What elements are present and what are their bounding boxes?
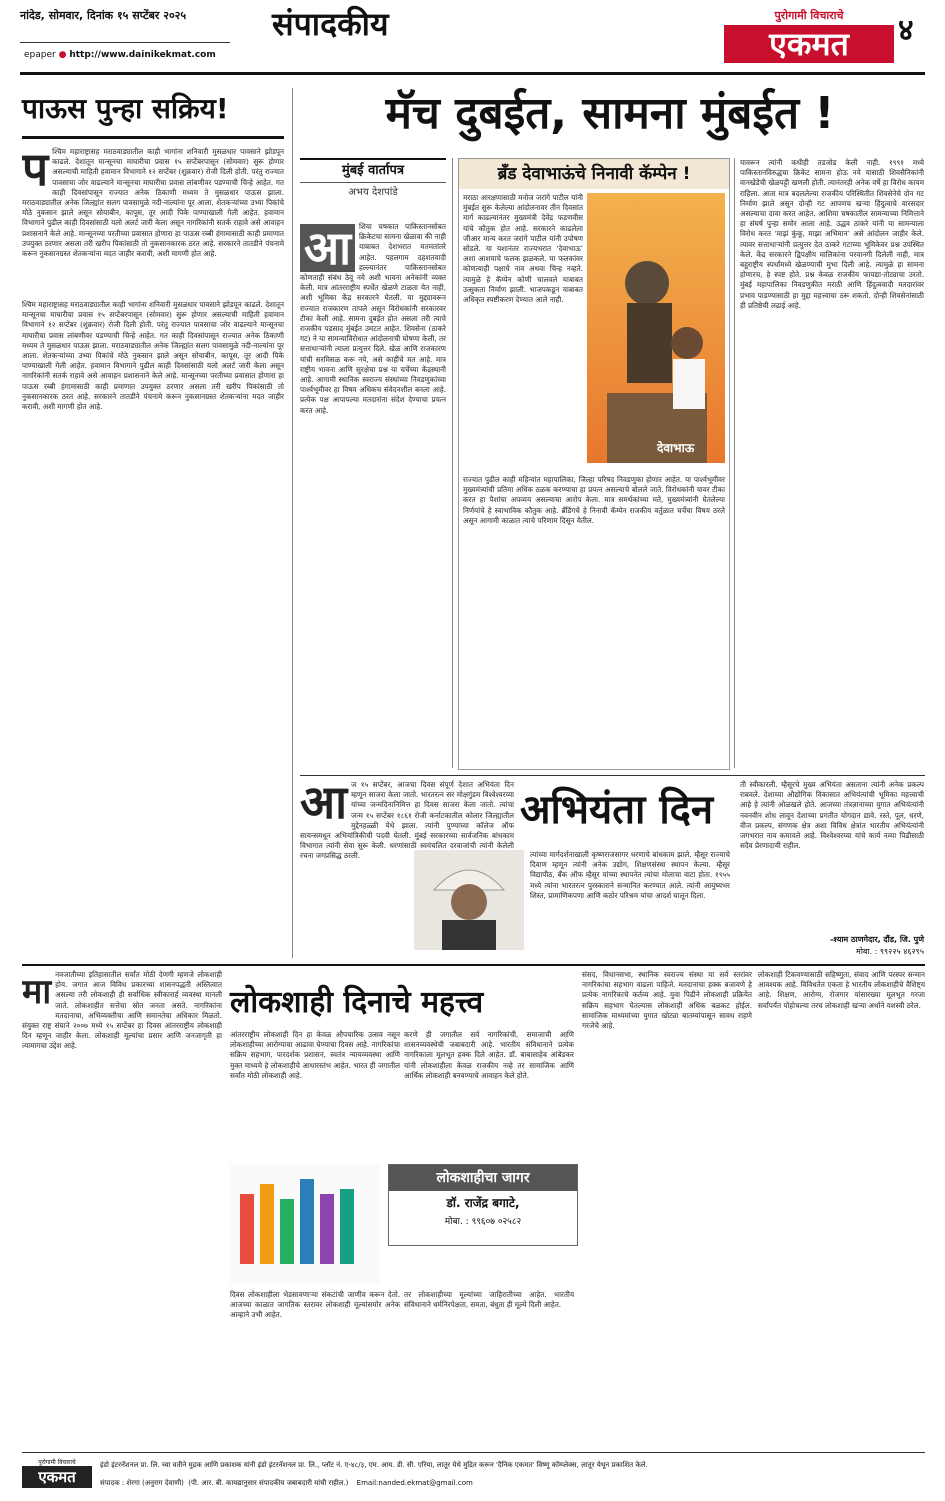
masthead — [0, 0, 945, 78]
column-body-wrap — [300, 222, 446, 770]
footer-line2 — [100, 1478, 925, 1489]
globe-icon: ● — [58, 50, 67, 60]
democracy-box-author: डॉ. राजेंद्र बगाटे, — [446, 1196, 520, 1210]
feature-box — [458, 158, 730, 770]
editorial-rain-body: श्चिम महाराष्ट्रासह मराठवाड्यातील काही भागांना शनिवारी मुसळधार पावसाने झोडपून काढले. देशातून मान्सूनचा माघारीचा प्रवास १५ सप्टेंबरपासून (सोमवार) सुरू होणार असल्याची माहिती हवामान विभागाने १२ सप्टेंबर (शुक्रवार) रोजी दिली होती. परंतु राज्यात पावसाचा जोर वाढल्याने मान्सूनचा माघारीचा प्रवास लांबणीवर पडण्याची चिन्हे आहेत. गत काही दिवसांपासून राज्यात अनेक ठिकाणी मध्यम ते मुसळधार पाऊस झाला. मराठवाड्यातील अनेक जिल्ह्यांत सलग पावसामुळे नदी-नाल्यांना पूर आला. शेतकऱ्यांच्या उभ्या पिकांचे मोठे नुकसान झाले असून सोयाबीन, कापूस, तूर आदी पिके पाण्याखाली गेली आहेत. हवामान विभागाने पुढील काही दिवसांसाठी यलो अलर्ट जारी केला असून नागरिकांनी सतर्क राहावे असे आवाहन प्रशासनाने केले आहे. मान्सूनच्या परतीच्या प्रवासात होणारा हा पाऊस रब्बी हंगामासाठी काही प्रमाणात उपयुक्त ठरणार असला तरी खरीप पिकांसाठी तो नुकसानकारक ठरत आहे. सरकारने तातडीने पंचनामे करून नुकसानग्रस्त शेतकऱ्यांना मदत जाहीर करावी, अशी मागणी होत आहे. — [22, 147, 284, 259]
democracy-dropcap: मा — [22, 972, 52, 1012]
democracy-box-mobile: मोबा. : ९९६०७ ०२५८२ — [444, 1217, 522, 1227]
democracy-col1: नवजातीच्या इतिहासातील सर्वांत मोठी देणगी म्हणजे लोकशाही होय. जगात आज विविध प्रकारच्या शासनपद्धती अस्तित्वात असल्या तरी लोकशाही ही सर्वाधिक स्वीकारार्ह व्यवस्था मानली जाते. लोकशाहीत सत्तेचा स्रोत जनता असते. नागरिकांना मतदानाचा, अभिव्यक्तीचा आणि समानतेचा अधिकार मिळतो. संयुक्त राष्ट्र संघाने २००७ मध्ये १५ सप्टेंबर हा दिवस आंतरराष्ट्रीय लोकशाही दिन म्हणून जाहीर केला. लोकशाही मूल्यांचा प्रसार आणि जनजागृती हा त्यामागचा उद्देश आहे. — [22, 970, 222, 1051]
epaper-label: epaper — [24, 50, 56, 60]
footer-editor: संपादक : शेरगा (अनुराग देवाणी) (पी. आर. बी. कायद्यानुसार संपादकीय जबाबदारी यांची राहील.) — [100, 1479, 349, 1487]
democracy-author-box — [388, 1164, 578, 1246]
engineer-middle: त्यांच्या मार्गदर्शनाखाली कृष्णराजसागर धरणाचे बांधकाम झाले. म्हैसूर राज्याचे दिवाण म्हणून त्यांनी अनेक उद्योग, शिक्षणसंस्था स्थापन केल्या. म्हैसूर विद्यापीठ, बँक ऑफ म्हैसूर यांच्या स्थापनेत त्यांचा मोलाचा वाटा होता. १९५५ मध्ये त्यांना भारतरत्न पुरस्काराने सन्मानित करण्यात आले. त्यांनी आयुष्यभर शिस्त, प्रामाणिकपणा आणि कठोर परिश्रम यांचा आदर्श घालून दिला. — [530, 850, 730, 900]
democracy-col5: लोकशाही टिकवण्यासाठी सहिष्णुता, संवाद आणि परस्पर सन्मान आवश्यक आहे. विविधतेत एकता हे भारतीय लोकशाहीचे वैशिष्ट्य आहे. शिक्षण, आरोग्य, रोजगार यांसारख्या मूलभूत गरजा सर्वांपर्यंत पोहोचल्या तरच लोकशाही खऱ्या अर्थाने यशस्वी ठरेल. — [758, 970, 925, 1010]
editorial-rain-dropcap: प — [22, 147, 49, 196]
editorial-rain-title: पाऊस पुन्हा सक्रिय! — [22, 88, 284, 139]
democracy-col1-wrap — [22, 970, 222, 1440]
footer-logo — [22, 1458, 92, 1492]
engineer-intro: ज १५ सप्टेंबर, आजचा दिवस संपूर्ण देशात अभियंता दिन म्हणून साजरा केला जातो. भारतरत्न सर मोक्षगुंडम विश्वेश्वरय्या यांच्या जन्मदिनानिमित्त हा दिवस साजरा केला जातो. त्यांचा जन्म १५ सप्टेंबर १८६१ रोजी कर्नाटकातील कोलार जिल्ह्यातील मुद्देनहळ्ळी येथे झाला. त्यांनी पुण्याच्या कॉलेज ऑफ सायन्समधून अभियांत्रिकीची पदवी घेतली. मुंबई सरकारच्या सार्वजनिक बांधकाम विभागात त्यांनी सेवा सुरू केली. धरणांसाठी स्वयंचलित दरवाजांची त्यांनी केलेली रचना जगप्रसिद्ध ठरली. — [300, 780, 514, 861]
dateline: नांदेड, सोमवार, दिनांक १५ सप्टेंबर २०२५ — [20, 9, 187, 22]
democracy-col2: आंतरराष्ट्रीय लोकशाही दिन हा केवळ औपचारिक उत्सव नसून लोकशाहीच्या आरोग्याचा आढावा घेण्याचा दिवस आहे. नागरिकांचा सक्रिय सहभाग, पारदर्शक प्रशासन, स्वतंत्र न्यायव्यवस्था आणि मुक्त माध्यमे हे लोकशाहीचे आधारस्तंभ आहेत. भारत ही जगातील सर्वांत मोठी लोकशाही आहे. — [230, 1030, 400, 1080]
column-name: मुंबई वार्तापत्र — [300, 158, 446, 183]
column-box — [300, 158, 446, 218]
hands-illustration — [230, 1164, 380, 1284]
engineer-signature: -श्याम ठाणगेदार, दौंड, जि. पुणे — [829, 935, 924, 944]
paper-name: एकमत — [724, 25, 894, 63]
democracy-bottom1: दिवस लोकशाहीला भेडसावणाऱ्या संकटांची जाणीव करून देतो. आजच्या काळात जागतिक स्तरावर लोकशाही मूल्यांसमोर अनेक आव्हाने उभी आहेत. — [230, 1290, 400, 1320]
banner-text: देवाभाऊ — [657, 441, 695, 455]
democracy-box-title: लोकशाहीचा जागर — [389, 1165, 577, 1191]
epaper-link[interactable] — [24, 50, 216, 60]
democracy-col3: करणे ही जगातील सर्व नागरिकांची, समाजाची आणि शासनव्यवस्थेची जबाबदारी आहे. भारतीय संविधानाने प्रत्येक नागरिकाला मूलभूत हक्क दिले आहेत. डॉ. बाबासाहेब आंबेडकर यांनी लोकशाहीला केवळ राजकीय नव्हे तर सामाजिक आणि आर्थिक लोकशाही बनवण्याचे आवाहन केले होते. — [404, 1030, 574, 1080]
engineer-dropcap: आ — [300, 780, 348, 829]
engineer-mobile: मोबा. : ९९२२५ ४६२९५ — [856, 947, 924, 956]
raised-hands-image — [230, 1164, 380, 1284]
engineer-title: अभियंता दिन — [520, 787, 714, 833]
footer-logo-name: एकमत — [22, 1466, 92, 1488]
democracy-title: लोकशाही दिनाचे महत्त्व — [230, 985, 484, 1020]
footer-line1: इंडो इंटरनॅशनल प्रा. लि. च्या वतीने मुद्रक आणि प्रकाशक यांनी इंडो इंटरनॅशनल प्रा. लि., प्लॉट नं. ए-४८/३, एम. आय. डी. सी. एरिया, लातूर येथे मुद्रित करून 'दैनिक एकमत' विष्णू कॉम्प्लेक्स, लातूर येथून प्रकाशित केले. — [100, 1461, 648, 1469]
footer-email[interactable]: Email:nanded.ekmat@gmail.com — [356, 1479, 473, 1487]
section-title: संपादकीय — [272, 5, 389, 43]
column-dropcap: आ — [300, 224, 355, 272]
feature-body-left: मराठा आरक्षणासाठी मनोज जरांगे पाटील यांनी मुंबईत सुरू केलेल्या आंदोलनावर तीन दिवसांत मार्ग काढल्यानंतर मुख्यमंत्री देवेंद्र फडणवीस यांचे कौतुक होत आहे. सरकारने काढलेला जीआर मान्य करत जरांगे पाटील यांनी उपोषण सोडले. या यशानंतर राज्यभरात ‘देवाभाऊ’ अशा आशयाचे फलक झळकले. या फलकांवर कोणत्याही पक्षाचे नाव अथवा चिन्ह नव्हते. त्यामुळे हे कॅम्पेन कोणी चालवले याबाबत उत्सुकता निर्माण झाली. भाजपकडून याबाबत अधिकृत स्पष्टीकरण देण्यात आले नाही. — [463, 193, 583, 305]
page-number: ४ — [898, 13, 914, 48]
feature-body-right: राज्यात पुढील काही महिन्यांत महापालिका, जिल्हा परिषद निवडणुका होणार आहेत. या पार्श्वभूमीवर मुख्यमंत्र्यांची प्रतिमा अधिक ठळक करण्याचा हा प्रयत्न असल्याचे बोलले जाते. विरोधकांनी यावर टीका करत हा पैशांचा अपव्यय असल्याचा आरोप केला. मात्र समर्थकांच्या मते, मुख्यमंत्र्यांनी घेतलेल्या निर्णयांचे हे स्वाभाविक कौतुक आहे. ब्रँडिंगचे हे निनावी कॅम्पेन राजकीय वर्तुळात चर्चेचा विषय ठरले असून आगामी काळात त्याचे परिणाम दिसून येतील. — [463, 475, 725, 525]
statue-illustration — [587, 193, 725, 463]
devabhau-banner-image — [587, 193, 725, 463]
paper-logo — [724, 8, 894, 68]
tagline: पुरोगामी विचाराचे — [774, 9, 844, 22]
right-column-body: यावरून त्यांनी कधीही तडजोड केली नाही. १९९१ मध्ये पाकिस्तानविरुद्धचा क्रिकेट सामना होऊ नये यासाठी शिवसैनिकांनी वानखेडेची खेळपट्टी खणली होती. त्यानंतरही अनेक वर्षे हा विरोध कायम राहिला. आता मात्र बदललेल्या राजकीय परिस्थितीत शिवसेनेचे दोन गट निर्माण झाले असून दोन्ही गट आपणच खऱ्या हिंदुत्वाचे वारसदार असल्याचा दावा करत आहेत. आशिया चषकातील सामन्याच्या निमित्ताने हा संघर्ष पुन्हा समोर आला आहे. उद्धव ठाकरे यांनी या सामन्याला विरोध करत ‘माझं कुंकू, माझा अभिमान’ असे आंदोलन जाहीर केले. त्यावर सत्ताधाऱ्यांनी प्रत्युत्तर देत ठाकरे गटाच्या भूमिकेवर प्रश्न उपस्थित केले. केंद्र सरकारने द्विपक्षीय मालिकांना परवानगी दिलेली नाही, मात्र बहुराष्ट्रीय स्पर्धांमध्ये खेळण्याची मुभा दिली आहे. त्यामुळे हा सामना होणारच, हे स्पष्ट होते. प्रश्न केवळ राजकीय फायद्या-तोट्याचा उरतो. मुंबई महापालिका निवडणुकीत मराठी आणि हिंदुत्ववादी मतदारांवर प्रभाव पाडण्यासाठी हा मुद्दा महत्त्वाचा ठरू शकतो. दोन्ही शिवसेनांसाठी ही प्रतिष्ठेची लढाई आहे. — [740, 158, 924, 310]
engineer-right: ती स्वीकारली. म्हैसूरचे मुख्य अभियंता असताना त्यांनी अनेक प्रकल्प राबवले. देशाच्या औद्योगिक विकासात अभियंत्यांची भूमिका महत्त्वाची आहे हे त्यांनी ओळखले होते. आजच्या तंत्रज्ञानाच्या युगात अभियंत्यांनी नवनवीन शोध लावून देशाच्या प्रगतीत योगदान द्यावे. रस्ते, पूल, धरणे, वीज प्रकल्प, संगणक क्षेत्र अशा विविध क्षेत्रांत भारतीय अभियंत्यांनी जगभरात नाव कमावले आहे. विश्वेश्वरय्या यांचे कार्य नव्या पिढीसाठी सदैव प्रेरणादायी राहील. — [740, 780, 924, 851]
democracy-col4: संसद, विधानसभा, स्थानिक स्वराज्य संस्था या सर्व स्तरांवर नागरिकांचा सहभाग वाढला पाहिजे. मतदानाचा हक्क बजावणे हे प्रत्येक नागरिकाचे कर्तव्य आहे. युवा पिढीने लोकशाही प्रक्रियेत सक्रिय सहभाग घेतल्यास लोकशाही अधिक बळकट होईल. सामाजिक माध्यमांच्या युगात खोट्या बातम्यांपासून सावध राहणे गरजेचे आहे. — [582, 970, 752, 1031]
democracy-bottom2: तर लोकशाहीच्या मूल्यांच्या जाहिरातीच्या आहेत. भारतीय संविधानाने धर्मनिरपेक्षता, समता, बंधुता ही मूल्ये दिली आहेत. — [404, 1290, 574, 1310]
editorial-rain-continued: श्चिम महाराष्ट्रासह मराठवाड्यातील काही भागांना शनिवारी मुसळधार पावसाने झोडपून काढले. देशातून मान्सूनचा माघारीचा प्रवास १५ सप्टेंबरपासून (सोमवार) सुरू होणार असल्याची माहिती हवामान विभागाने १२ सप्टेंबर (शुक्रवार) रोजी दिली होती. परंतु राज्यात पावसाचा जोर वाढल्याने मान्सूनचा माघारीचा प्रवास लांबणीवर पडण्याची चिन्हे आहेत. गत काही दिवसांपासून राज्यात अनेक ठिकाणी मध्यम ते मुसळधार पाऊस झाला. मराठवाड्यातील अनेक जिल्ह्यांत सलग पावसामुळे नदी-नाल्यांना पूर आला. शेतकऱ्यांच्या उभ्या पिकांचे मोठे नुकसान झाले असून सोयाबीन, कापूस, तूर आदी पिके पाण्याखाली गेली आहेत. हवामान विभागाने पुढील काही दिवसांसाठी यलो अलर्ट जारी केला असून नागरिकांनी सतर्क राहावे असे आवाहन प्रशासनाने केले आहे. मान्सूनच्या परतीच्या प्रवासात होणारा हा पाऊस रब्बी हंगामासाठी काही प्रमाणात उपयुक्त ठरणार असला तरी खरीप पिकांसाठी तो नुकसानकारक ठरत आहे. सरकारने तातडीने पंचनामे करून नुकसानग्रस्त शेतकऱ्यांना मदत जाहीर करावी, अशी मागणी होत आहे. — [22, 300, 284, 412]
portrait-illustration — [414, 850, 524, 950]
column-author: अभय देशपांडे — [348, 187, 398, 198]
feature-headline: ब्रँड देवाभाऊंचे निनावी कॅम्पेन ! — [459, 159, 729, 189]
column-body: शिया चषकात पाकिस्तानसोबत क्रिकेटचा सामना खेळावा की नाही याबाबत देशभरात मतमतांतरे आहेत. पहलगाम दहशतवादी हल्ल्यानंतर पाकिस्तानसोबत कोणताही संबंध ठेवू नये अशी भावना अनेकांनी व्यक्त केली. मात्र आंतरराष्ट्रीय स्पर्धेत खेळणे टाळता येत नाही, अशी भूमिका केंद्र सरकारने घेतली. या मुद्द्यावरून राज्यात राजकारण तापले असून विरोधकांनी सरकारवर टीका केली आहे. सामना दुबईत होत असला तरी त्याचे राजकीय पडसाद मुंबईत उमटत आहेत. शिवसेना (ठाकरे गट) ने या सामन्याविरोधात आंदोलनाची घोषणा केली, तर सत्ताधाऱ्यांनी त्याला प्रत्युत्तर दिले. खेळ आणि राजकारण यांची सरमिसळ करू नये, असे काहींचे मत आहे. मात्र राष्ट्रीय भावना आणि सुरक्षेचा प्रश्न या चर्चेच्या केंद्रस्थानी आहे. आगामी स्थानिक स्वराज्य संस्थांच्या निवडणुकांच्या पार्श्वभूमीवर हा विषय अधिकच संवेदनशील बनला आहे. प्रत्येक पक्ष आपापल्या मतदारांना संदेश देण्याचा प्रयत्न करत आहे. — [300, 222, 446, 415]
epaper-url: http://www.dainikekmat.com — [69, 50, 216, 60]
main-headline: मॅच दुबईत, सामना मुंबईत ! — [385, 88, 835, 139]
visvesvaraya-portrait — [414, 850, 524, 950]
footer-logo-tagline: पुरोगामी विचाराचे — [38, 1459, 76, 1466]
